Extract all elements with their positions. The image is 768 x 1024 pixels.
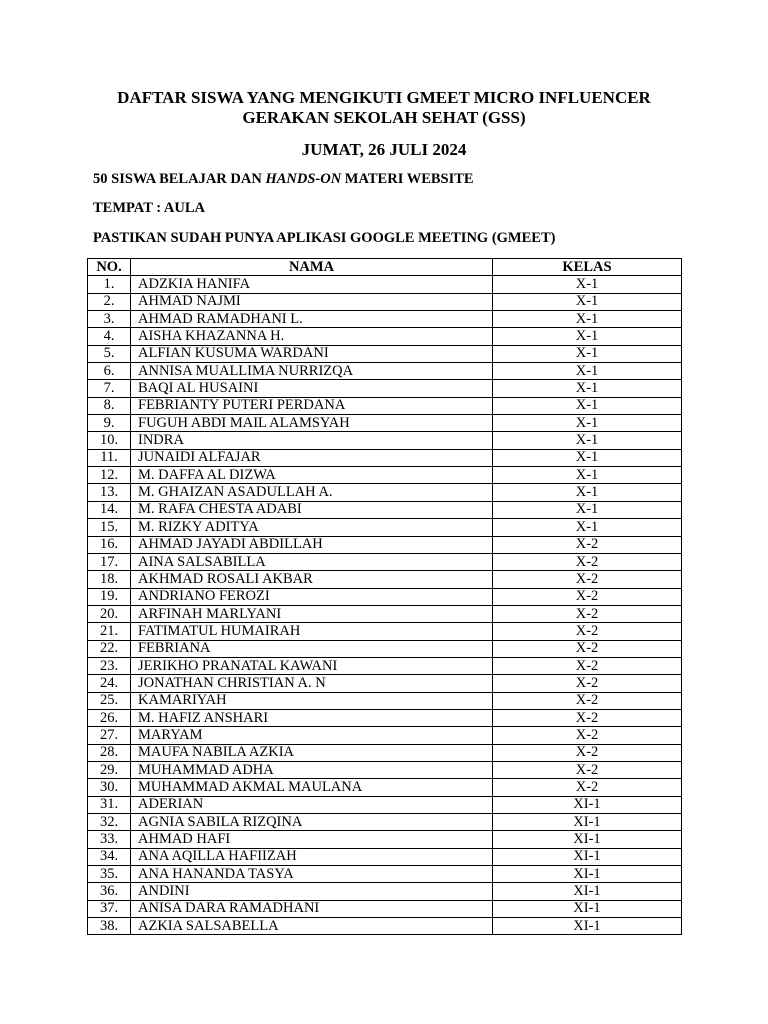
cell-nama: AKHMAD ROSALI AKBAR (131, 571, 493, 588)
info-participants (93, 170, 474, 188)
table-row (88, 675, 682, 692)
table-row (88, 623, 682, 640)
cell-kelas: XI-1 (493, 831, 682, 848)
cell-nama: FEBRIANTY PUTERI PERDANA (131, 397, 493, 414)
cell-no: 1. (88, 276, 131, 293)
cell-nama: ANA HANANDA TASYA (131, 866, 493, 883)
table-row (88, 883, 682, 900)
table-row (88, 605, 682, 622)
cell-kelas: X-2 (493, 657, 682, 674)
cell-nama: ADERIAN (131, 796, 493, 813)
cell-nama: ANNISA MUALLIMA NURRIZQA (131, 363, 493, 380)
cell-no: 12. (88, 467, 131, 484)
cell-no: 25. (88, 692, 131, 709)
table-row (88, 293, 682, 310)
table-row (88, 866, 682, 883)
cell-nama: FATIMATUL HUMAIRAH (131, 623, 493, 640)
cell-no: 3. (88, 311, 131, 328)
table-row (88, 744, 682, 761)
cell-nama: AHMAD JAYADI ABDILLAH (131, 536, 493, 553)
table-row (88, 848, 682, 865)
table-row (88, 657, 682, 674)
cell-kelas: X-1 (493, 328, 682, 345)
cell-kelas: XI-1 (493, 814, 682, 831)
cell-kelas: X-1 (493, 311, 682, 328)
table-row (88, 553, 682, 570)
table-row (88, 814, 682, 831)
cell-kelas: X-2 (493, 744, 682, 761)
info-participants-before: 50 SISWA BELAJAR DAN (93, 171, 266, 187)
table-row (88, 311, 682, 328)
header-kelas: KELAS (493, 259, 682, 276)
table-row (88, 761, 682, 778)
cell-nama: BAQI AL HUSAINI (131, 380, 493, 397)
cell-kelas: X-2 (493, 605, 682, 622)
cell-nama: KAMARIYAH (131, 692, 493, 709)
cell-no: 17. (88, 553, 131, 570)
cell-nama: M. RAFA CHESTA ADABI (131, 501, 493, 518)
table-row (88, 727, 682, 744)
table-row (88, 536, 682, 553)
table-row (88, 796, 682, 813)
table-body (88, 276, 682, 935)
student-table (87, 258, 682, 935)
cell-kelas: X-1 (493, 484, 682, 501)
header-no: NO. (88, 259, 131, 276)
cell-nama: ARFINAH MARLYANI (131, 605, 493, 622)
cell-kelas: X-1 (493, 432, 682, 449)
cell-no: 36. (88, 883, 131, 900)
cell-no: 22. (88, 640, 131, 657)
cell-kelas: X-2 (493, 553, 682, 570)
cell-nama: MAUFA NABILA AZKIA (131, 744, 493, 761)
cell-kelas: X-1 (493, 363, 682, 380)
cell-no: 11. (88, 449, 131, 466)
cell-no: 8. (88, 397, 131, 414)
cell-no: 14. (88, 501, 131, 518)
cell-kelas: XI-1 (493, 900, 682, 917)
cell-nama: FUGUH ABDI MAIL ALAMSYAH (131, 415, 493, 432)
cell-no: 34. (88, 848, 131, 865)
cell-kelas: X-1 (493, 519, 682, 536)
cell-nama: MUHAMMAD AKMAL MAULANA (131, 779, 493, 796)
cell-nama: AISHA KHAZANNA H. (131, 328, 493, 345)
cell-nama: M. GHAIZAN ASADULLAH A. (131, 484, 493, 501)
cell-no: 38. (88, 918, 131, 935)
cell-kelas: X-2 (493, 709, 682, 726)
info-participants-after: MATERI WEBSITE (341, 171, 474, 187)
cell-no: 27. (88, 727, 131, 744)
cell-nama: FEBRIANA (131, 640, 493, 657)
table-header-row (88, 259, 682, 276)
cell-no: 16. (88, 536, 131, 553)
cell-nama: ANA AQILLA HAFIIZAH (131, 848, 493, 865)
info-place: TEMPAT : AULA (93, 200, 205, 216)
cell-kelas: X-2 (493, 761, 682, 778)
cell-kelas: X-1 (493, 397, 682, 414)
info-note: PASTIKAN SUDAH PUNYA APLIKASI GOOGLE MEETING (GMEET) (93, 230, 556, 246)
cell-no: 7. (88, 380, 131, 397)
cell-kelas: X-2 (493, 588, 682, 605)
cell-kelas: X-2 (493, 640, 682, 657)
cell-nama: ANDINI (131, 883, 493, 900)
cell-nama: ANISA DARA RAMADHANI (131, 900, 493, 917)
table-row (88, 588, 682, 605)
cell-no: 35. (88, 866, 131, 883)
table-row (88, 501, 682, 518)
cell-no: 31. (88, 796, 131, 813)
cell-no: 10. (88, 432, 131, 449)
cell-no: 18. (88, 571, 131, 588)
cell-no: 33. (88, 831, 131, 848)
cell-kelas: X-1 (493, 449, 682, 466)
cell-nama: MUHAMMAD ADHA (131, 761, 493, 778)
cell-no: 26. (88, 709, 131, 726)
cell-nama: INDRA (131, 432, 493, 449)
table-row (88, 449, 682, 466)
cell-kelas: X-2 (493, 692, 682, 709)
cell-no: 15. (88, 519, 131, 536)
table-row (88, 363, 682, 380)
table-row (88, 900, 682, 917)
table-row (88, 276, 682, 293)
cell-nama: ADZKIA HANIFA (131, 276, 493, 293)
header-nama: NAMA (131, 259, 493, 276)
cell-no: 13. (88, 484, 131, 501)
table-row (88, 467, 682, 484)
table-row (88, 918, 682, 935)
table-row (88, 692, 682, 709)
cell-nama: M. HAFIZ ANSHARI (131, 709, 493, 726)
cell-nama: M. DAFFA AL DIZWA (131, 467, 493, 484)
cell-nama: AHMAD RAMADHANI L. (131, 311, 493, 328)
cell-no: 28. (88, 744, 131, 761)
cell-nama: MARYAM (131, 727, 493, 744)
cell-nama: ANDRIANO FEROZI (131, 588, 493, 605)
cell-nama: AGNIA SABILA RIZQINA (131, 814, 493, 831)
cell-kelas: X-1 (493, 415, 682, 432)
cell-no: 6. (88, 363, 131, 380)
cell-kelas: XI-1 (493, 866, 682, 883)
cell-nama: AHMAD NAJMI (131, 293, 493, 310)
cell-kelas: X-1 (493, 380, 682, 397)
cell-kelas: X-2 (493, 675, 682, 692)
info-participants-italic: HANDS-ON (265, 171, 342, 187)
table-row (88, 571, 682, 588)
cell-nama: AINA SALSABILLA (131, 553, 493, 570)
document-title-line2: GERAKAN SEKOLAH SEHAT (GSS) (242, 108, 526, 127)
cell-kelas: X-2 (493, 571, 682, 588)
table-row (88, 397, 682, 414)
cell-kelas: X-2 (493, 623, 682, 640)
cell-kelas: X-1 (493, 276, 682, 293)
cell-kelas: X-2 (493, 727, 682, 744)
cell-no: 4. (88, 328, 131, 345)
cell-kelas: XI-1 (493, 796, 682, 813)
cell-no: 2. (88, 293, 131, 310)
cell-no: 24. (88, 675, 131, 692)
table-row (88, 831, 682, 848)
cell-no: 19. (88, 588, 131, 605)
table-row (88, 709, 682, 726)
table-row (88, 519, 682, 536)
cell-no: 23. (88, 657, 131, 674)
cell-kelas: XI-1 (493, 883, 682, 900)
table-row (88, 345, 682, 362)
cell-kelas: X-1 (493, 293, 682, 310)
cell-nama: AZKIA SALSABELLA (131, 918, 493, 935)
cell-no: 29. (88, 761, 131, 778)
cell-no: 21. (88, 623, 131, 640)
table-row (88, 380, 682, 397)
table-row (88, 415, 682, 432)
cell-kelas: X-2 (493, 536, 682, 553)
cell-kelas: X-2 (493, 779, 682, 796)
cell-kelas: XI-1 (493, 918, 682, 935)
cell-kelas: X-1 (493, 467, 682, 484)
cell-kelas: X-1 (493, 501, 682, 518)
event-date: JUMAT, 26 JULI 2024 (301, 140, 467, 159)
document-title-line1: DAFTAR SISWA YANG MENGIKUTI GMEET MICRO INFLUENCER (117, 88, 651, 107)
cell-nama: AHMAD HAFI (131, 831, 493, 848)
cell-nama: ALFIAN KUSUMA WARDANI (131, 345, 493, 362)
cell-kelas: XI-1 (493, 848, 682, 865)
cell-nama: JERIKHO PRANATAL KAWANI (131, 657, 493, 674)
table-row (88, 779, 682, 796)
cell-kelas: X-1 (493, 345, 682, 362)
table-row (88, 432, 682, 449)
cell-nama: M. RIZKY ADITYA (131, 519, 493, 536)
table-row (88, 640, 682, 657)
cell-no: 9. (88, 415, 131, 432)
cell-no: 20. (88, 605, 131, 622)
cell-no: 32. (88, 814, 131, 831)
cell-no: 37. (88, 900, 131, 917)
cell-nama: JONATHAN CHRISTIAN A. N (131, 675, 493, 692)
cell-no: 30. (88, 779, 131, 796)
cell-no: 5. (88, 345, 131, 362)
cell-nama: JUNAIDI ALFAJAR (131, 449, 493, 466)
table-row (88, 328, 682, 345)
table-row (88, 484, 682, 501)
